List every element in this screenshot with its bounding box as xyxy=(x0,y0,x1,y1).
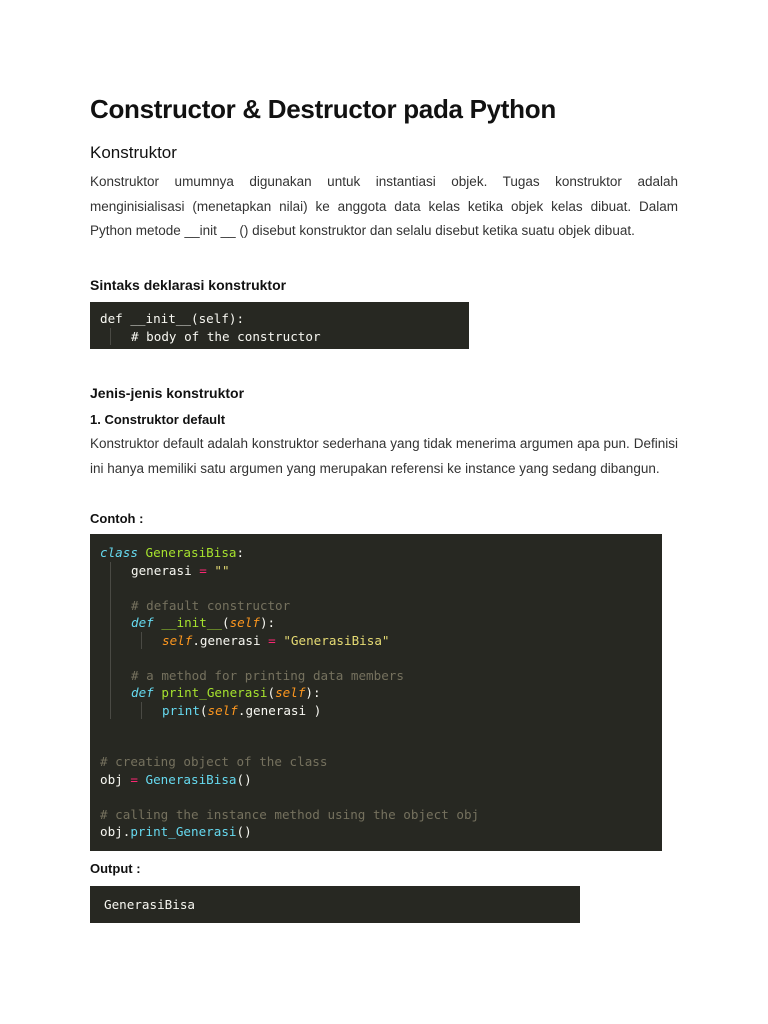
code-line: class GenerasiBisa: xyxy=(100,545,245,560)
code-line: def print_Generasi(self): xyxy=(100,684,652,702)
code-line: self.generasi = "GenerasiBisa" xyxy=(100,632,652,650)
code-line: # creating object of the class xyxy=(100,754,328,769)
code-line: obj = GenerasiBisa() xyxy=(100,771,252,787)
code-line: # default constructor xyxy=(100,597,652,615)
syntax-heading: Sintaks deklarasi konstruktor xyxy=(90,277,287,293)
default-paragraph: Konstruktor default adalah konstruktor sederhana yang tidak menerima argumen apa pun. Definisi ini hanya memiliki satu argumen yang merupakan referensi ke instance yang sedang dibangun. xyxy=(90,436,678,476)
syntax-code-block xyxy=(90,302,469,349)
page-title: Constructor & Destructor pada Python xyxy=(90,94,556,124)
code-line: # a method for printing data members xyxy=(100,667,652,685)
code-blank-line xyxy=(100,579,652,597)
types-heading: Jenis-jenis konstruktor xyxy=(90,385,245,401)
example-code-block xyxy=(90,534,662,851)
code-blank-line xyxy=(100,719,652,753)
code-line: generasi = "" xyxy=(100,562,652,580)
default-constructor-heading: 1. Construktor default xyxy=(90,412,226,427)
code-line: # body of the constructor xyxy=(131,328,321,344)
code-line: print(self.generasi ) xyxy=(100,702,652,720)
section-heading: Konstruktor xyxy=(90,143,177,162)
code-line: obj.print_Generasi() xyxy=(100,824,252,839)
example-label: Contoh : xyxy=(90,511,144,526)
code-blank-line xyxy=(100,788,652,806)
output-line: GenerasiBisa xyxy=(104,897,195,912)
code-line: # calling the instance method using the object obj xyxy=(100,806,480,822)
code-line: def __init__(self): xyxy=(100,614,652,632)
output-label: Output : xyxy=(90,861,141,876)
intro-paragraph: Konstruktor umumnya digunakan untuk instantiasi objek. Tugas konstruktor adalah menginisialisasi (menetapkan nilai) ke anggota data kelas ketika objek kelas dibuat. Dalam Python metode __init __ () disebut konstruktor dan selalu disebut ketika suatu objek dibuat. xyxy=(90,174,678,238)
output-code-block xyxy=(90,886,580,923)
code-blank-line xyxy=(100,649,652,667)
code-line: def __init__(self): xyxy=(100,311,245,326)
